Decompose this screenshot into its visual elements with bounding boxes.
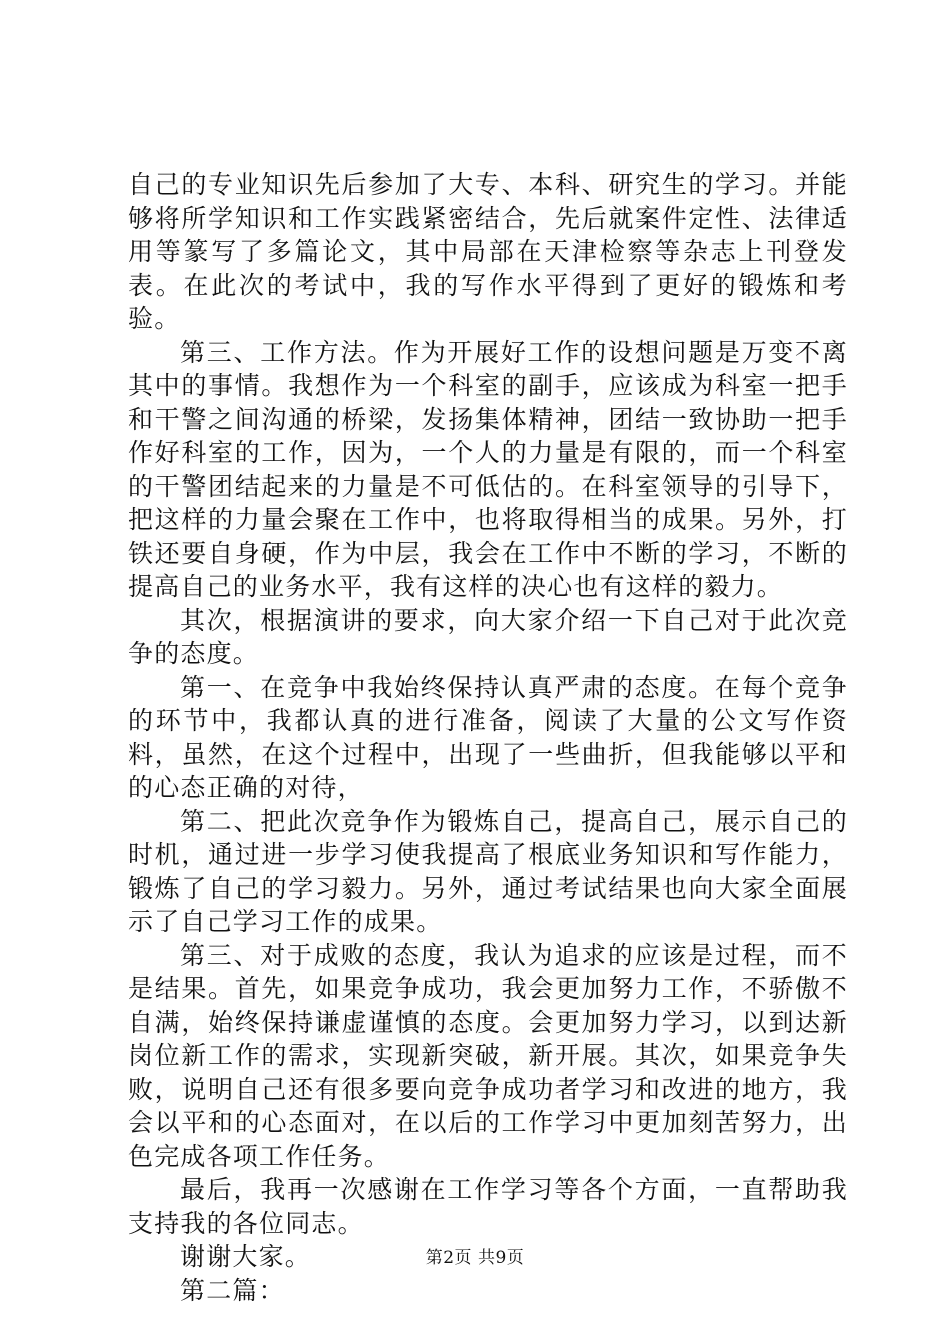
paragraph-3: 其次，根据演讲的要求，向大家介绍一下自己对于此次竞争的态度。 — [128, 605, 848, 668]
paragraph-9: 第二篇： — [180, 1275, 285, 1305]
document-body — [128, 168, 848, 1307]
paragraph-6: 第三、对于成败的态度，我认为追求的应该是过程，而不是结果。首先，如果竞争成功，我会更加努力工作，不骄傲不自满，始终保持谦虚谨慎的态度。会更加努力学习，以到达新岗位新工作的需求，实现新突破，新开展。其次，如果竞争失败，说明自己还有很多要向竞争成功者学习和改进的地方，我会以平和的心态面对，在以后的工作学习中更加刻苦努力，出色完成各项工作任务。 — [128, 940, 848, 1171]
paragraph-2: 第三、工作方法。作为开展好工作的设想问题是万变不离其中的事情。我想作为一个科室的副手，应该成为科室一把手和干警之间沟通的桥梁，发扬集体精神，团结一致协助一把手作好科室的工作，因为，一个人的力量是有限的，而一个科室的干警团结起来的力量是不可低估的。在科室领导的引导下，把这样的力量会聚在工作中，也将取得相当的成果。另外，打铁还要自身硬，作为中层，我会在工作中不断的学习，不断的提高自己的业务水平，我有这样的决心也有这样的毅力。 — [128, 337, 848, 601]
paragraph-4: 第一、在竞争中我始终保持认真严肃的态度。在每个竞争的环节中，我都认真的进行准备，阅读了大量的公文写作资料，虽然，在这个过程中，出现了一些曲折，但我能够以平和的心态正确的对待， — [128, 672, 848, 802]
page-number-footer: 第2页 共9页 — [425, 1248, 525, 1268]
paragraph-1: 自己的专业知识先后参加了大专、本科、研究生的学习。并能够将所学知识和工作实践紧密结合，先后就案件定性、法律适用等篆写了多篇论文，其中局部在天津检察等杂志上刊登发表。在此次的考试中，我的写作水平得到了更好的锻炼和考验。 — [128, 170, 848, 333]
paragraph-8: 谢谢大家。 — [180, 1242, 312, 1271]
paragraph-7: 最后，我再一次感谢在工作学习等各个方面，一直帮助我支持我的各位同志。 — [128, 1175, 848, 1238]
paragraph-5: 第二、把此次竞争作为锻炼自己，提高自己，展示自己的时机，通过进一步学习使我提高了根底业务知识和写作能力，锻炼了自己的学习毅力。另外，通过考试结果也向大家全面展示了自己学习工作的成果。 — [128, 806, 848, 936]
